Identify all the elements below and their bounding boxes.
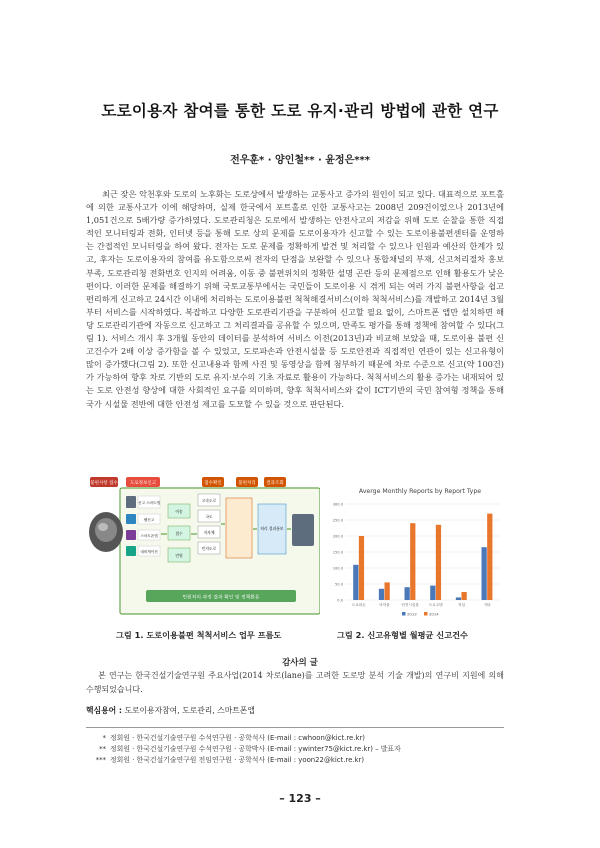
chart-xtick-label: 기타 xyxy=(483,603,491,607)
chart-xtick-label: 도로주변 xyxy=(428,603,443,607)
fig1-office-0: 고속도로 xyxy=(201,498,217,503)
fig1-header-4: 결과조회 xyxy=(266,481,284,486)
fig1-left-2: 스마트폰앱 xyxy=(140,534,158,538)
chart-xtick-label: 도로파손 xyxy=(351,603,366,607)
fig1-mid-0: 이송 xyxy=(175,509,183,514)
fig1-header-0: 불편사항 접수 xyxy=(90,481,118,486)
chart-xtick-label: 낙하물 xyxy=(379,603,390,607)
fig1-bottom-bar: 민원처리 과정 결과 확인 및 정책환류 xyxy=(182,595,260,601)
figure-2-bar-chart xyxy=(320,478,508,622)
fig1-mid-2: 민원 xyxy=(175,553,183,558)
footnote-2-text: 정회원 · 한국건설기술연구원 수석연구원 · 공학박사 (E-mail : ywinter75@kict.re.kr) – 발표자 xyxy=(110,745,401,753)
keywords-label: 핵심용어 : xyxy=(86,706,122,715)
chart-title: Averge Monthly Reports by Report Type xyxy=(358,488,482,495)
fig1-left-3: 네비게이션 xyxy=(140,550,158,554)
chart-bar-2013-3 xyxy=(430,586,435,600)
chart-bar-2013-0 xyxy=(353,565,358,600)
chart-bar-2014-5 xyxy=(487,514,492,600)
page-number: – 123 – xyxy=(279,792,321,805)
chart-ytick-label: 250.0 xyxy=(332,518,343,523)
chart-bar-2014-3 xyxy=(436,525,441,600)
footnote-1-text: 정회원 · 한국건설기술연구원 수석연구원 · 공학석사 (E-mail : cwhoon@kict.re.kr) xyxy=(110,734,365,742)
keywords xyxy=(86,705,255,716)
chart-bar-2013-4 xyxy=(456,597,461,600)
paper-title: 도로이용자 참여를 통한 도로 유지·관리 방법에 관한 연구 xyxy=(101,102,499,120)
figure-1-caption: 그림 1. 도로이용불편 척척서비스 업무 프름도 xyxy=(116,630,282,640)
chart-bar-2014-2 xyxy=(410,523,415,600)
footnote-3 xyxy=(86,754,364,764)
footnote-3-text: 정회원 · 한국건설기술연구원 전임연구원 · 공학석사 (E-mail : yoon22@kict.re.kr) xyxy=(110,756,365,764)
chart-ytick-label: 0.0 xyxy=(337,598,343,603)
acknowledgement-heading: 감사의 글 xyxy=(282,658,318,668)
abstract-paragraph: 최근 잦은 악천후와 도로의 노후화는 도로상에서 발생하는 교통사고 증가의 원인이 되고 있다. 대표적으로 포트홀에 의한 교통사고가 이에 해당하며, 실제 한국에서 포트홀로 인한 교통사고는 2008년 209건이었으나 2013년에 1,051건으로 5배가량 증가하였다. 도로관리청은 도로에서 발생하는 안전사고의 저감을 위해 도로 순찰을 통한 직접적인 모니터링과 전화, 인터넷 등을 통해 도로 상의 문제를 도로이용자가 신고할 수 있는 도로이용불편센터를 운영하는 간접적인 모니터링을 하여 왔다. 전자는 도로 문제를 정확하게 발견 및 처리할 수 있으나 인원과 예산의 한계가 있고, 후자는 도로이용자의 참여를 유도함으로써 전자의 단점을 보완할 수 있으나 통합채널의 부재, 신고처리절차 홍보 부족, 도로관리청 전화번호 인지의 어려움, 이동 중 불편위치의 정확한 설명 곤란 등의 문제점으로 인해 활용도가 낮은 편이다. 이러한 문제를 해결하기 위해 국토교통부에서는 국민들이 도로이용 시 겪게 되는 여러 가지 불편사항을 쉽고 편리하게 신고하고 24시간 이내에 처리하는 도로이용불편 척척해결서비스(이하 척척서비스)를 개발하고 2014년 3월부터 서비스를 시작하였다. 복잡하고 다양한 도로관리기관을 구분하여 신고할 필요 없이, 스마트폰 앱만 설치하면 해당 도로관리기관에 자동으로 신고하고 그 처리결과를 공유할 수 있으며, 만족도 평가를 통해 정책에 참여할 수 있다(그림 1). 서비스 개시 후 3개월 동안의 데이터를 분석하여 서비스 이전(2013년)과 비교해 보았을 때, 도로이용 불편 신고건수가 2배 이상 증가함을 볼 수 있었고, 도로파손과 안전시설물 등 도로안전과 직접적인 연관이 있는 신고유형이 많이 증가했다(그림 2). 또한 신고내용과 함께 사진 및 동영상을 함께 첨부하기 때문에 차로 수준으로 신고(약 100건)가 가능하여 향후 차로 기반의 도로 유지·보수의 기초 자료로 활용이 가능하다. 척척서비스의 활용 증가는 내재되어 있는 도로 안전성 향상에 대한 사회적인 요구를 의미하며, 향후 척척서비스와 같이 ICT기반의 국민 참여형 정책을 통해 국가 시설물 전반에 대한 안전성 제고를 도모할 수 있을 것으로 판단된다. xyxy=(86,189,504,409)
figure-2-caption: 그림 2. 신고유형별 월평균 신고건수 xyxy=(337,630,468,640)
fig1-left-1: 웹신고 xyxy=(143,518,155,522)
chart-legend-label: 2013 xyxy=(407,611,417,617)
chart-legend-label: 2014 xyxy=(429,611,439,617)
chart-bar-2013-2 xyxy=(405,587,410,600)
chart-ytick-label: 300.0 xyxy=(332,502,343,507)
chart-bar-2014-4 xyxy=(462,592,467,600)
footnote-1-mark: * xyxy=(102,734,106,742)
fig1-office-3: 민자도로 xyxy=(201,546,217,551)
acknowledgement-text: 본 연구는 한국건설기술연구원 주요사업(2014 차로(lane)를 고려한 도로망 분석 기술 개발)의 연구비 지원에 의해 수행되었습니다. xyxy=(86,671,504,694)
fig1-header-1: 도로정보신고 xyxy=(129,481,157,486)
figure-1-flowchart xyxy=(86,474,324,622)
fig1-header-2: 접수확인 xyxy=(204,481,222,486)
fig1-result-0: 처리 결과통보 xyxy=(260,526,284,531)
chart-legend-swatch xyxy=(424,612,428,616)
chart-ytick-label: 100.0 xyxy=(332,566,343,571)
chart-legend-swatch xyxy=(402,612,406,616)
footnote-1 xyxy=(86,732,365,742)
chart-xtick-label: 안전시설물 xyxy=(401,603,419,607)
author-list: 전우훈* · 양인철** · 윤정은*** xyxy=(230,155,370,166)
chart-bar-2014-1 xyxy=(385,582,390,600)
chart-xtick-label: 적설 xyxy=(458,603,465,607)
chart-ytick-label: 50.0 xyxy=(334,582,343,587)
fig1-office-1: 국도 xyxy=(205,514,213,519)
chart-ytick-label: 150.0 xyxy=(332,550,343,555)
fig1-header-3: 불편처리 xyxy=(238,481,256,486)
fig1-mid-items xyxy=(168,504,190,562)
chart-bar-2014-0 xyxy=(359,536,364,600)
chart-ytick-label: 200.0 xyxy=(332,534,343,539)
fig1-office-2: 지자체 xyxy=(203,530,215,535)
footnote-2-mark: ** xyxy=(99,745,106,753)
keywords-value: 도로이용자참여, 도로관리, 스마트폰앱 xyxy=(124,706,255,715)
chart-bar-2013-5 xyxy=(482,547,487,600)
footnote-3-mark: *** xyxy=(95,756,106,764)
chart-bar-2013-1 xyxy=(379,589,384,600)
fig1-left-0: 신고 스마트앱 xyxy=(138,501,160,505)
fig1-mid-1: 접수 xyxy=(175,531,183,536)
footnote-2 xyxy=(86,743,401,753)
footnote-divider xyxy=(86,727,504,728)
